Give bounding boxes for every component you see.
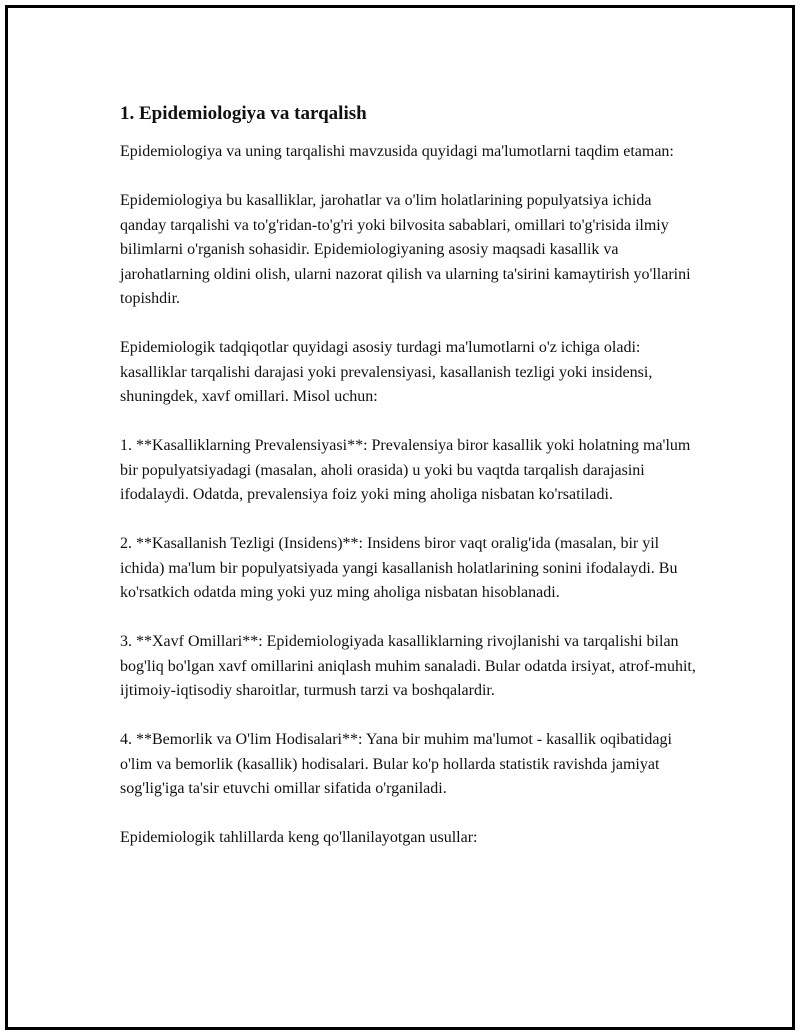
list-item-morbidity-mortality: 4. **Bemorlik va O'lim Hodisalari**: Yana bir muhim ma'lumot - kasallik oqibatidagi o'lim va bemorlik (kasallik) hodisalari. Bular ko'p hollarda statistik ravishda jamiyat sog'lig'iga ta'sir etuvchi omillar sifatida o'rganiladi. [120,731,672,797]
section-heading: 1. Epidemiologiya va tarqalish [120,103,367,124]
list-item-prevalence: 1. **Kasalliklarning Prevalensiyasi**: Prevalensiya biror kasallik yoki holatning ma'lum bir populyatsiyadagi (masalan, aholi orasida) u yoki bu vaqtda tarqalish darajasini ifodalaydi. Odatda, prevalensiya foiz yoki ming aholiga nisbatan ko'rsatiladi. [120,437,691,503]
list-item-incidence: 2. **Kasallanish Tezligi (Insidens)**: Insidens biror vaqt oralig'ida (masalan, bir yil ichida) ma'lum bir populyatsiyada yangi kasallanish holatlarining sonini ifodalaydi. Bu ko'rsatkich odatda ming yoki yuz ming aholiga nisbatan hisoblanadi. [120,535,678,601]
paragraph-intro: Epidemiologiya va uning tarqalishi mavzusida quyidagi ma'lumotlarni taqdim etaman: [120,143,674,160]
paragraph-definition: Epidemiologiya bu kasalliklar, jarohatlar va o'lim holatlarining populyatsiya ichida qanday tarqalishi va to'g'ridan-to'g'ri yoki bilvosita sabablari, omillari to'g'risida ilmiy bilimlarni o'rganish sohasidir. Epidemiologiyaning asosiy maqsadi kasallik va jarohatlarning oldini olish, ularni nazorat qilish va ularning ta'sirini kamaytirish yo'llarini topishdir. [120,192,691,307]
list-item-risk-factors: 3. **Xavf Omillari**: Epidemiologiyada kasalliklarning rivojlanishi va tarqalishi bilan bog'liq bo'lgan xavf omillarini aniqlash muhim sanaladi. Bular odatda irsiyat, atrof-muhit, ijtimoiy-iqtisodiy sharoitlar, turmush tarzi va boshqalardir. [120,633,696,699]
document-content [120,100,700,875]
paragraph-methods: Epidemiologik tahlillarda keng qo'llanilayotgan usullar: [120,829,478,846]
paragraph-data-types: Epidemiologik tadqiqotlar quyidagi asosiy turdagi ma'lumotlarni o'z ichiga oladi: kasalliklar tarqalishi darajasi yoki prevalensiyasi, kasallanish tezligi yoki insidensi, shuningdek, xavf omillari. Misol uchun: [120,339,653,405]
page-frame [5,5,795,1030]
